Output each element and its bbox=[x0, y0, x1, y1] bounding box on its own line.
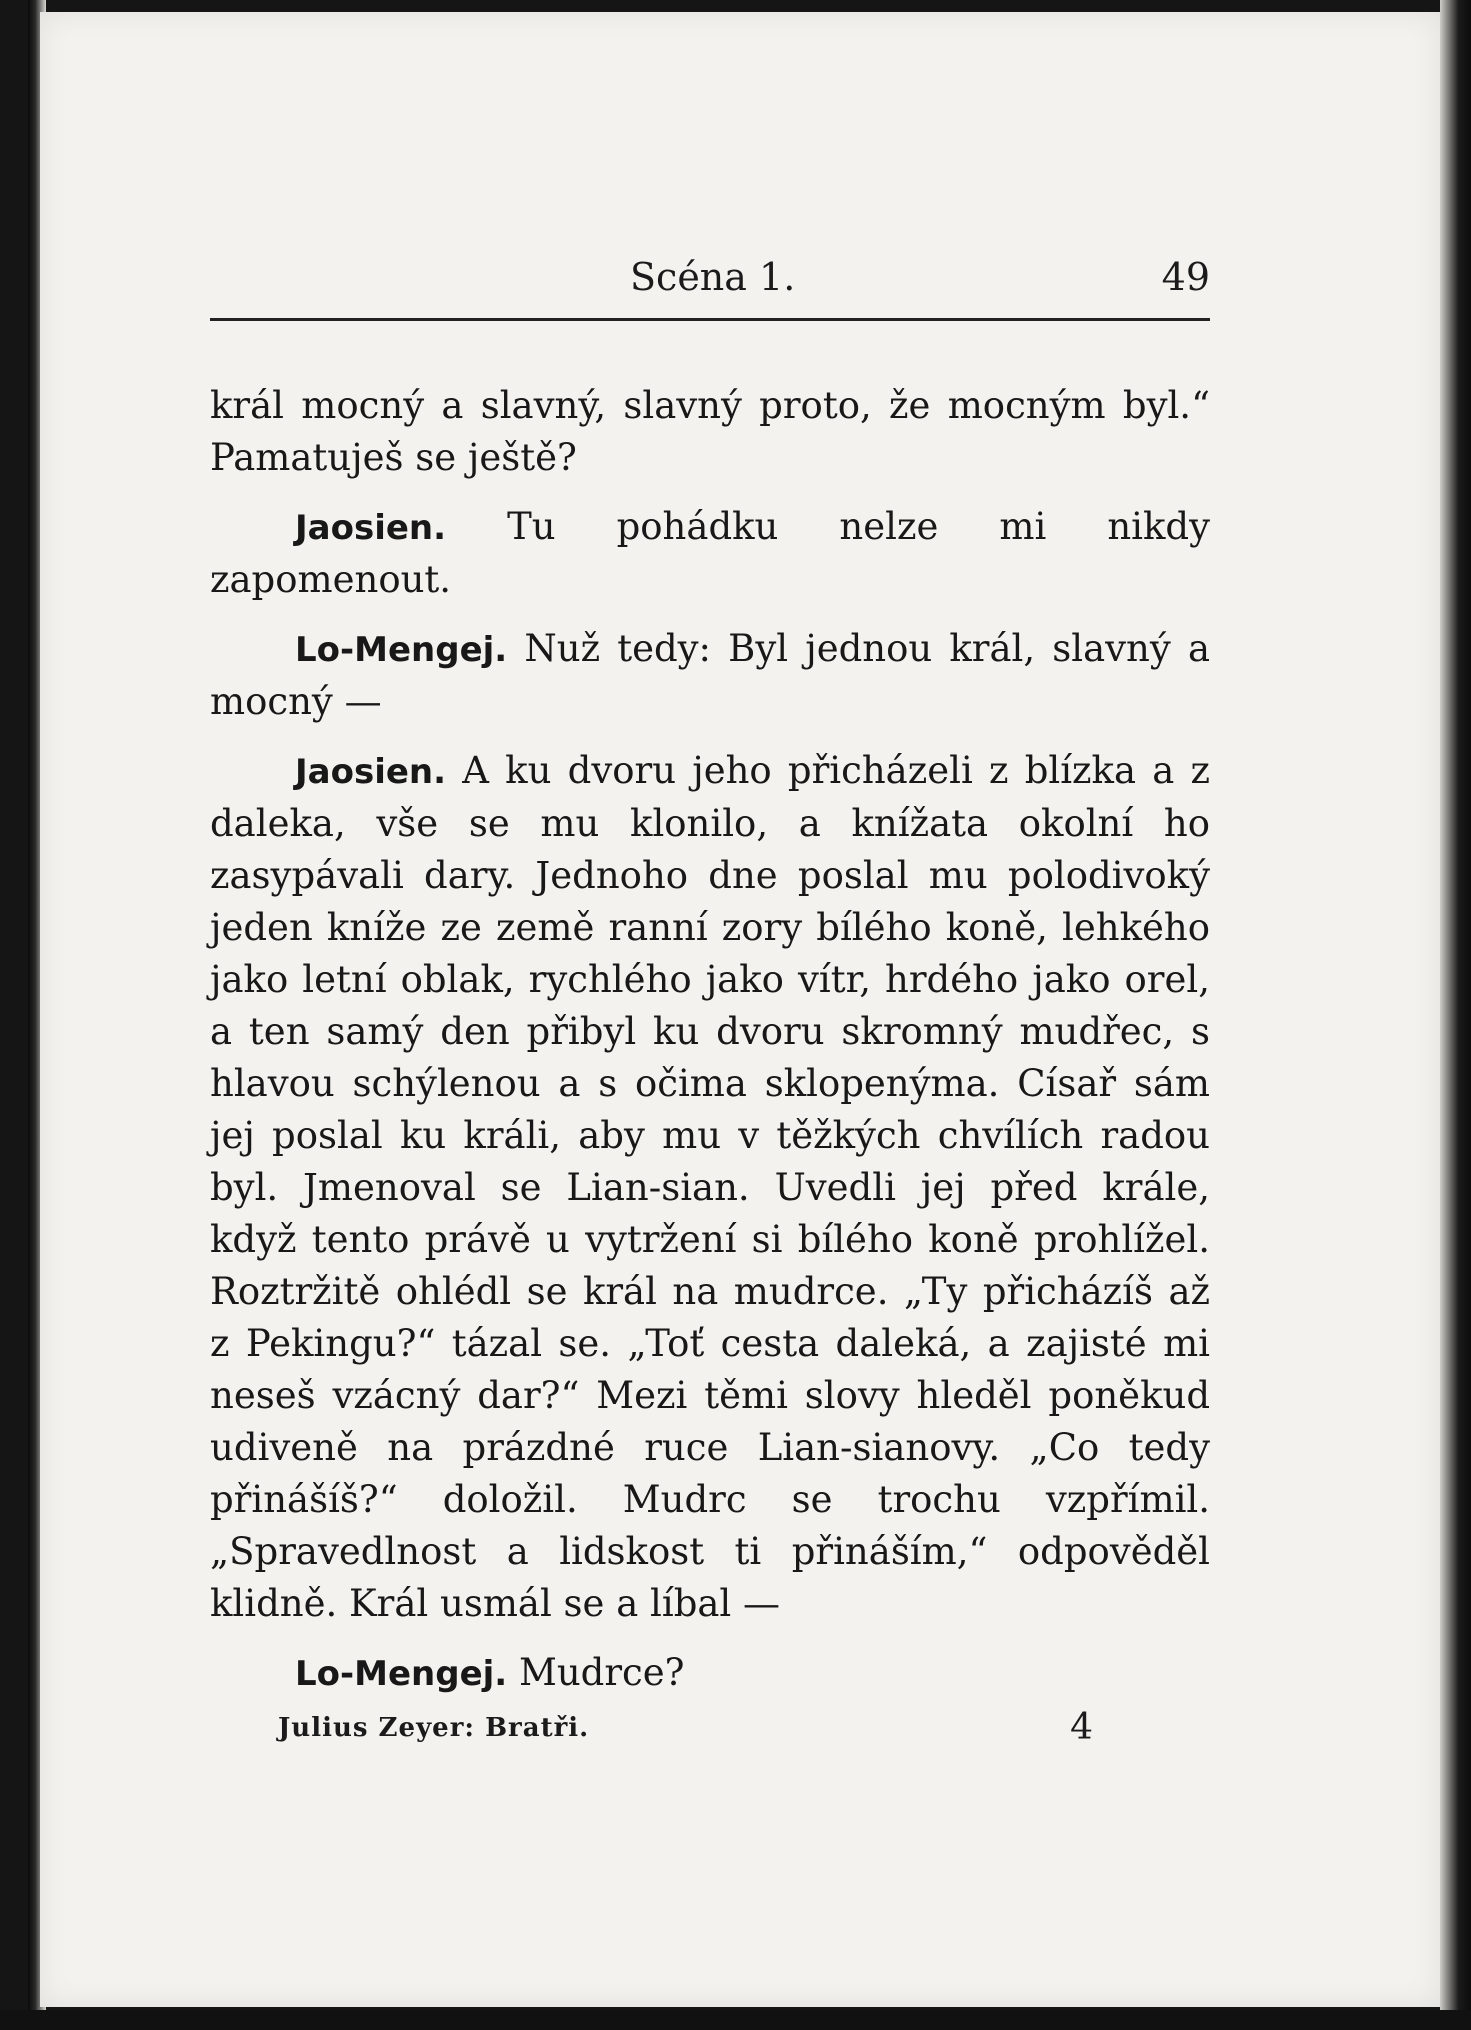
paragraph-continuation bbox=[210, 380, 1210, 484]
header-rule bbox=[210, 318, 1210, 321]
speaker-name: Jaosien. bbox=[295, 752, 447, 792]
speaker-name: Lo-Mengej. bbox=[295, 630, 508, 670]
dialogue-paragraph bbox=[210, 501, 1210, 606]
scene-title: Scéna 1. bbox=[630, 255, 796, 299]
speaker-name: Lo-Mengej. bbox=[295, 1654, 508, 1694]
signature-mark: Julius Zeyer: Bratři. bbox=[278, 1713, 590, 1743]
running-header bbox=[210, 255, 1210, 305]
page-bottom-edge bbox=[0, 2010, 1471, 2030]
sheet-number: 4 bbox=[1070, 1707, 1093, 1748]
speaker-name: Jaosien. bbox=[295, 508, 447, 548]
page-body bbox=[210, 380, 1210, 1717]
page-right-edge bbox=[1440, 0, 1471, 2030]
paragraph-text: Mudrce? bbox=[518, 1651, 685, 1694]
dialogue-paragraph bbox=[210, 745, 1210, 1630]
paragraph-text: Nuž tedy: Byl jednou král, slavný a mocný — bbox=[210, 627, 1210, 723]
signature-footer bbox=[278, 1707, 1093, 1753]
paragraph-text: A ku dvoru jeho přicházeli z blízka a z daleka, vše se mu klonilo, a knížata okolní ho zasypávali dary. Jednoho dne poslal mu polodivoký jeden kníže ze země ranní zory bílého koně, lehkého jako letní oblak, rychlého jako vítr, hrdého jako orel, a ten samý den přibyl ku dvoru skromný mudřec, s hlavou schýlenou a s očima sklopenýma. Císař sám jej poslal ku králi, aby mu v těžkých chvílích radou byl. Jmenoval se Lian-sian. Uvedli jej před krále, když tento právě u vytržení si bílého koně prohlížel. Roztržitě ohlédl se král na mudrce. „Ty přicházíš až z Pekingu?“ tázal se. „Toť cesta daleká, a zajisté mi neseš vzácný dar?“ Mezi těmi slovy hleděl poněkud udiveně na prázdné ruce Lian-sianovy. „Co tedy přinášíš?“ doložil. Mudrc se trochu vzpřímil. „Spravedlnost a lidskost ti přináším,“ odpověděl klidně. Král usmál se a líbal — bbox=[210, 749, 1210, 1625]
paragraph-text: král mocný a slavný, slavný proto, že mocným byl.“ Pamatuješ se ještě? bbox=[210, 384, 1210, 479]
paragraph-text: Tu pohádku nelze mi nikdy zapomenout. bbox=[210, 505, 1210, 601]
dialogue-paragraph bbox=[210, 623, 1210, 728]
dialogue-paragraph bbox=[210, 1647, 1210, 1700]
page-number: 49 bbox=[1161, 255, 1210, 299]
